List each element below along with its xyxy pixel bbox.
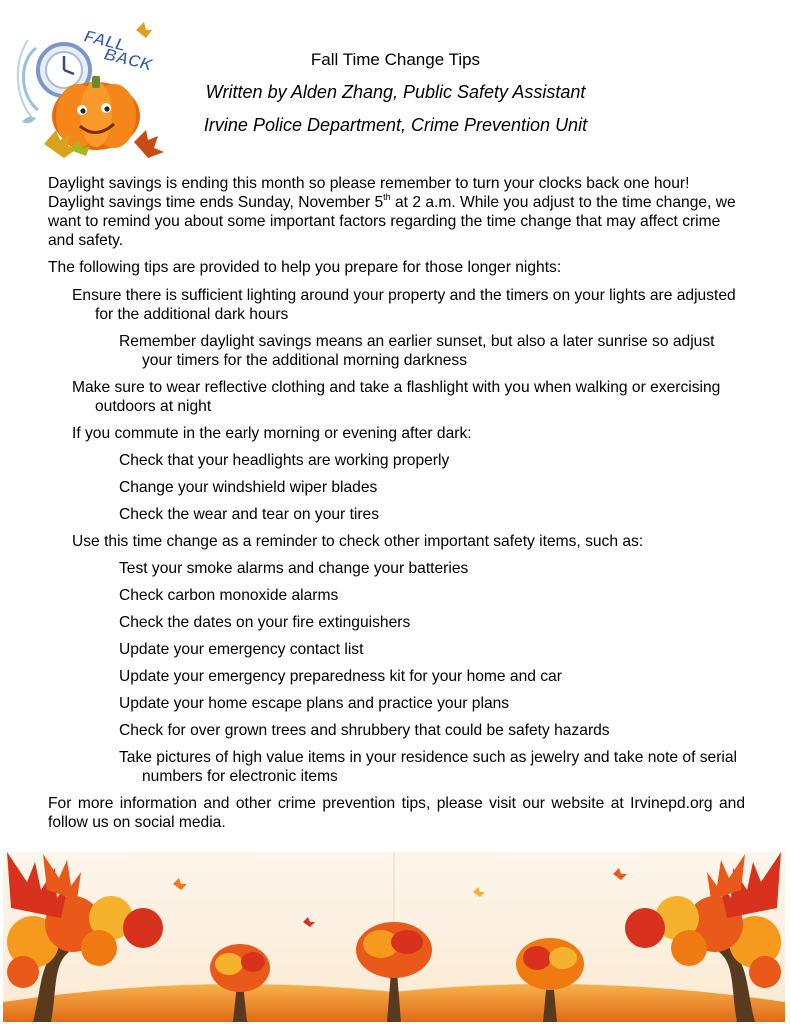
intro-paragraph: Daylight savings is ending this month so please remember to turn your clocks back one hour! Daylight savings time ends Sunday, November 5th at 2 a.m. While you adjust to the time change, we want to remind you about some important factors regarding the time change that may affect crime and safety.: [48, 175, 736, 249]
closing-paragraph: For more information and other crime prevention tips, please visit our website at Irvinepd.org and follow us on social media.: [48, 795, 745, 831]
author-line: Written by Alden Zhang, Public Safety Assistant: [205, 82, 586, 102]
list-item: Check the dates on your fire extinguishers: [119, 614, 411, 631]
logo-text-fall: FALL: [82, 26, 129, 56]
list-item: Update your home escape plans and practice your plans: [119, 695, 510, 712]
list-item: Use this time change as a reminder to check other important safety items, such as:: [72, 533, 644, 550]
list-item: Make sure to wear reflective clothing and take a flashlight with you when walking or exercising outdoors at night: [72, 379, 721, 415]
list-item: Change your windshield wiper blades: [119, 479, 378, 496]
department-line: Irvine Police Department, Crime Prevention Unit: [203, 115, 588, 135]
list-item: Remember daylight savings means an earlier sunset, but also a later sunrise so adjust your timers for the additional morning darkness: [119, 333, 715, 369]
list-item: Check the wear and tear on your tires: [119, 506, 380, 523]
list-item: Check for over grown trees and shrubbery that could be safety hazards: [119, 722, 610, 739]
document-body: [48, 174, 745, 832]
list-item: If you commute in the early morning or evening after dark:: [72, 425, 472, 442]
list-item: Update your emergency preparedness kit for your home and car: [119, 668, 562, 685]
document-title: Fall Time Change Tips: [310, 50, 481, 69]
list-item: Check that your headlights are working properly: [119, 452, 450, 469]
logo-text-back: BACK: [102, 44, 155, 75]
list-item: Check carbon monoxide alarms: [119, 587, 339, 604]
tips-lead: The following tips are provided to help you prepare for those longer nights:: [48, 259, 562, 276]
list-item: Take pictures of high value items in your residence such as jewelry and take note of serial numbers for electronic items: [119, 749, 738, 785]
list-item: Ensure there is sufficient lighting around your property and the timers on your lights are adjusted for the additional dark hours: [72, 287, 736, 323]
list-item: Update your emergency contact list: [119, 641, 364, 658]
autumn-trees-banner: [3, 852, 785, 1022]
list-item: Test your smoke alarms and change your batteries: [119, 560, 469, 577]
